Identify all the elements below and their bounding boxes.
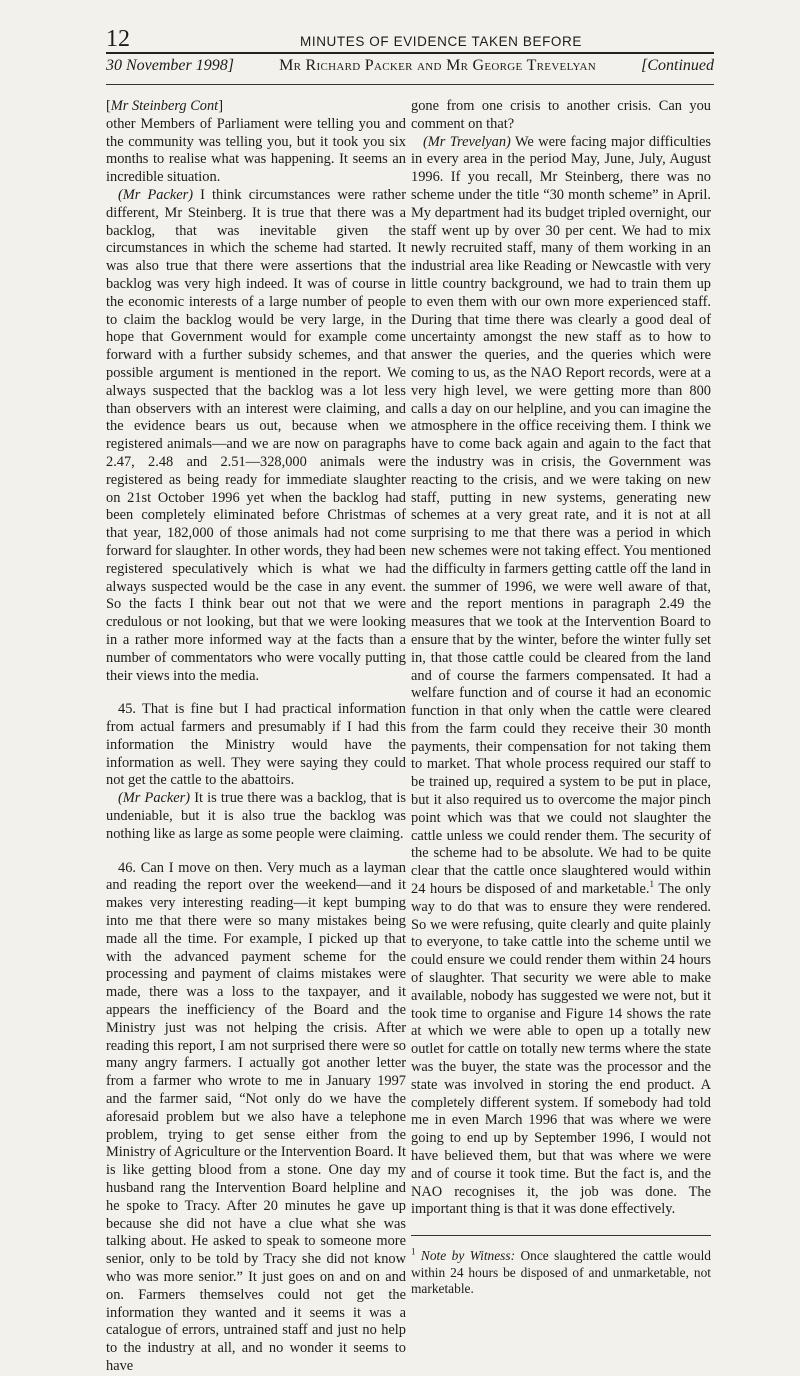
paragraph-question-continued: gone from one crisis to another crisis. Can you comment on that?: [411, 98, 711, 132]
footnote: $^1$ Note by Witness: Once slaughtered the cattle would within 24 hours be disposed of and unmarketable, not marketable.: [411, 1246, 711, 1297]
header-rule: [106, 52, 714, 54]
paragraph-question-45: 45. That is fine but I had practical information from actual farmers and presumably if I had this information the Ministry would have the information as well. They were saying they could not get the cattle to the abattoirs.: [106, 701, 406, 789]
sub-header: [106, 57, 714, 81]
page-number: 12: [106, 26, 130, 52]
subheader-rule: [106, 84, 714, 85]
speaker-label: (Mr Packer): [118, 186, 194, 203]
page-header: [106, 26, 714, 52]
speaker-label: (Mr Packer): [118, 790, 191, 807]
continued-label: [Continued: [641, 57, 714, 74]
witness-names: Mr Richard Packer and Mr George Trevelyan: [279, 57, 597, 74]
paragraph-answer: (Mr Trevelyan) We were facing major difficulties in every area in the period May, June, July, August 1996. If you recall, Mr Steinberg, there was no scheme under the title “30 month scheme” in April. My department had its budget tripled overnight, our staff went up by over 30 per cent. We had to mix newly recruited staff, many of them working in an industrial area like Reading or Newcastle with very little country background, we had to train them up to even them with our own more experienced staff. During that time there was clearly a good deal of uncertainty amongst the new staff as to how to answer the queries, and the queries which were coming to us, as the NAO Report records, were at a very high level, we were getting more than 800 calls a day on our helpline, and you can imagine the atmosphere in the office receiving them. I think we have to come back again and again to the fact that the industry was in crisis, the Government was reacting to the crisis, and we were taking on new staff, putting in new systems, generating new schemes at a very great rate, and it is not at all surprising to me that there was a period in which new schemes were not taking effect. You mentioned the difficulty in farmers getting cattle off the land in the summer of 1996, we were well aware of that, and the report mentions in paragraph 2.49 the measures that we took at the Intervention Board to ensure that by the winter, before the winter fully set in, that those cattle could be cleared from the land and of course the farmers compensated. It had a welfare function and of course it had an economic function in that only when the cattle were cleared from the farm could they receive their 30 month payments, their compensation for not taking them to market. That whole process required our staff to be trained up, required a system to be put in place, but it also required us to overcome the major pinch point which was that we could not slaughter the cattle unless we could render them. The security of the scheme had to be absolute. We had to be quite clear that the cattle once slaughtered would within 24 hours be disposed of and marketable.$^1$ The only way to do that was to ensure they were rendered. So we were refusing, quite clearly and quite plainly to everyone, to take cattle into the scheme until we could ensure we could render them within 24 hours of slaughter. That security we were able to make available, nobody has suggested we were not, but it took time to organise and Figure 14 shows the rate at which we were able to open up a totally new outlet for cattle on totally new terms where the state was the buyer, the state was the processor and the state was involved in storing the end product. A completely different system. If somebody had told me in even March 1996 that was where we were going to end up by September 1996, I would not have believed them, but that was where we were and of course it took time. But the fact is, and the NAO recognises it, the job was done. The important thing is that it was done effectively.: [411, 133, 712, 1218]
left-column: [106, 98, 406, 1376]
footnote-mark: 1: [411, 1246, 416, 1257]
right-column: [411, 98, 711, 1298]
footnote-reference: 1: [649, 879, 654, 890]
running-title: MINUTES OF EVIDENCE TAKEN BEFORE: [300, 34, 582, 49]
paragraph-answer: (Mr Packer) I think circumstances were rather different, Mr Steinberg. It is true that there was a backlog, that was inevitable given the circumstances in which the scheme had started. It was also true that there were assertions that the backlog was very high indeed. It was of course in the economic interests of a large number of people to claim the backlog would be very large, in the hope that Government would for example come forward with a further subsidy schemes, and that possible argument is mentioned in the report. We always suspected that the backlog was a lot less than observers with an interest were claiming, and the evidence bears us out, because when we registered animals—and we are now on paragraphs 2.47, 2.48 and 2.51—328,000 animals were registered as being ready for immediate slaughter on 21st October 1996 yet when the backlog had been completely eliminated before Christmas of that year, 182,000 of those animals had not come forward for slaughter. In other words, they had been registered speculatively which is what we had always suspected would be the case in any event. So the facts I think bear out not that we were credulous or not looking, but that we were looking in a rather more informed way at the facts than a number of commentators who were vocally putting their views into the media.: [106, 186, 406, 684]
speaker-label: (Mr Trevelyan): [423, 133, 511, 150]
paragraph-question-continued: other Members of Parliament were telling you and the community was telling you, but it took you six months to realise what was happening. It seems an incredible situation.: [106, 115, 406, 186]
section-heading: [Mr Steinberg Cont]: [106, 98, 223, 114]
paragraph-answer: (Mr Packer) It is true there was a backlog, that is undeniable, but it is also true the backlog was nothing like as large as some people were claiming.: [106, 790, 406, 842]
footnote-rule: [411, 1235, 711, 1236]
paragraph-question-46: 46. Can I move on then. Very much as a layman and reading the report over the weekend—and it makes very interesting reading—it kept bumping into me that there were so many mistakes being made all the time. For example, I picked up that with the advanced payment scheme for the processing and payment of claims mistakes were made, there was a loss to the taxpayer, and it appears the inefficiency of the Board and the Ministry just was not helping the crisis. After reading this report, I am not surprised there were so many angry farmers. I actually got another letter from a farmer who wrote to me in January 1997 and the farmer said, “Not only do we have the aforesaid problem but we also have a telephone problem, trying to get sense either from the Ministry of Agriculture or the Intervention Board. It is like getting blood from a stone. One day my husband rang the Intervention Board helpline and he spoke to Tracy. After 20 minutes he gave up because she did not have a clue what she was talking about. He asked to speak to someone more senior, only to be told by Tracy she did not know who was more senior.” It just goes on and on and on. Farmers themselves could not get the information they wanted and it seems it was a catalogue of errors, untrained staff and just no help to the industry at all, and no wonder it seems to have: [106, 859, 406, 1374]
session-date: 30 November 1998]: [106, 57, 234, 74]
